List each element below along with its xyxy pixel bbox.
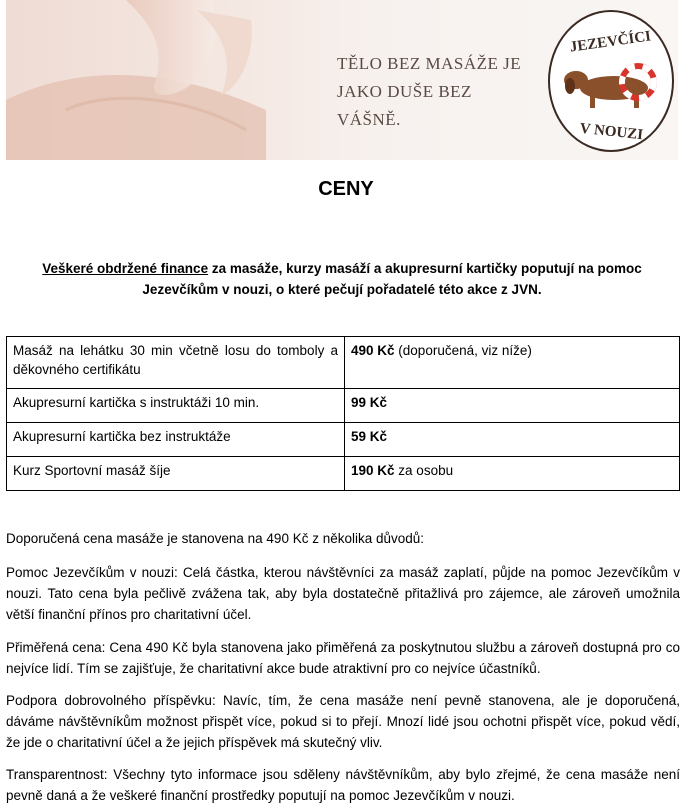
item-cell: Kurz Sportovní masáž šíje <box>7 457 345 491</box>
item-cell: Akupresurní kartička s instruktáži 10 min. <box>7 389 345 423</box>
jezevcici-logo <box>546 8 676 154</box>
intro-rest: za masáže, kurzy masáží a akupresurní kartičky poputují na pomoc Jezevčíkům v nouzi, o které pečují pořadatelé této akce z JVN. <box>142 261 642 297</box>
table-row <box>7 457 680 491</box>
banner-tagline <box>337 50 537 134</box>
intro-underlined: Veškeré obdržené finance <box>42 261 209 276</box>
price-value: 59 Kč <box>351 429 388 444</box>
price-value: 99 Kč <box>351 395 388 410</box>
price-value: 490 Kč <box>351 343 395 358</box>
massage-photo <box>6 0 336 160</box>
page-title: CENY <box>318 178 374 200</box>
paragraph-help: Pomoc Jezevčíkům v nouzi: Celá částka, kterou návštěvníci za masáž zaplatí, půjde na pomoc Jezevčíkům v nouzi. Tato cena byla pečlivě zvážena tak, aby byla dostatečně přitažlivá pro zájemce, ale zároveň umožnila větší finanční přínos pro charitativní účel. <box>6 565 680 622</box>
price-note: (doporučená, viz níže) <box>394 343 532 358</box>
item-cell: Akupresurní kartička bez instruktáže <box>7 423 345 457</box>
table-row <box>7 389 680 423</box>
paragraph-fair-price: Přiměřená cena: Cena 490 Kč byla stanovena jako přiměřená za poskytnutou službu a zároveň dostupná pro co nejvíce lidí. Tím se zajišťuje, že charitativní akce bude atraktivní pro co nejvíce účastníků. <box>6 640 680 676</box>
price-table <box>6 336 680 491</box>
price-value: 190 Kč <box>351 463 395 478</box>
svg-text:JEZEVČÍCI: JEZEVČÍCI <box>568 28 653 56</box>
tagline-line-2: JAKO DUŠE BEZ VÁŠNĚ. <box>337 82 472 129</box>
header-banner <box>6 0 678 160</box>
price-cell <box>345 389 680 423</box>
paragraph-transparency: Transparentnost: Všechny tyto informace jsou sděleny návštěvníkům, aby bylo zřejmé, že cena masáže není pevně daná a že veškeré finanční prostředky poputují na pomoc Jezevčíkům v nouzi. <box>6 767 680 803</box>
svg-text:V NOUZI: V NOUZI <box>579 120 644 144</box>
paragraph-voluntary: Podpora dobrovolného příspěvku: Navíc, tím, že cena masáže není pevně stanovena, ale je doporučená, dáváme návštěvníkům možnost přispět více, pokud si to přejí. Mnozí lidé jsou ochotni přispět více, pokud vědí, že jde o charitativní účel a že jejich příspěvek má skutečný vliv. <box>6 693 680 750</box>
price-note: za osobu <box>394 463 454 478</box>
item-cell: Masáž na lehátku 30 min včetně losu do tomboly a děkovného certifikátu <box>7 337 345 389</box>
table-row <box>7 337 680 389</box>
price-cell <box>345 423 680 457</box>
price-cell <box>345 457 680 491</box>
tagline-line-1: TĚLO BEZ MASÁŽE JE <box>337 54 522 73</box>
paragraph-reasons-intro: Doporučená cena masáže je stanovena na 490 Kč z několika důvodů: <box>6 531 425 546</box>
table-row <box>7 423 680 457</box>
intro-text <box>6 258 678 300</box>
price-cell <box>345 337 680 389</box>
